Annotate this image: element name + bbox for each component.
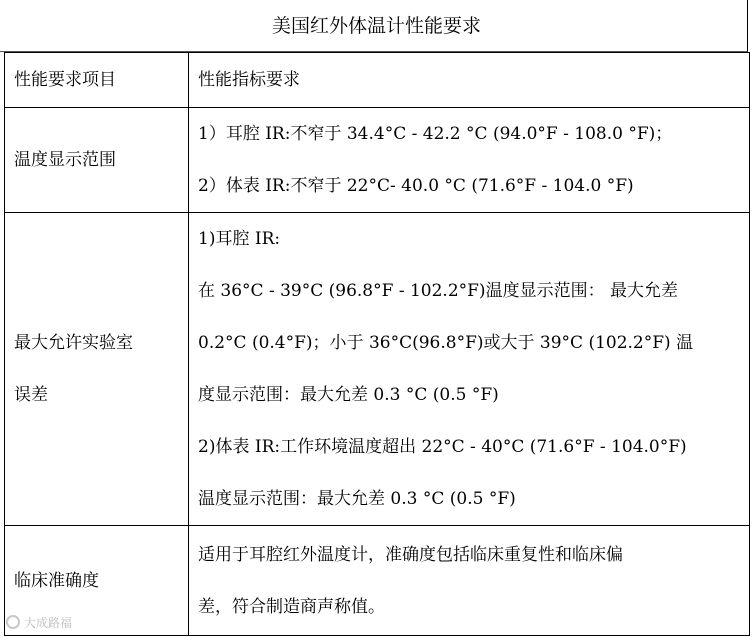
row-item-lab-error	[5, 213, 189, 526]
performance-requirements-table	[4, 52, 750, 636]
watermark	[6, 612, 72, 632]
lab-error-line: 0.2°C (0.4°F)；小于 36°C(96.8°F)或大于 39°C (102.2°F) 温	[198, 333, 694, 353]
row-item-display-range: 温度显示范围	[5, 108, 189, 213]
table-row-lab-error	[5, 213, 750, 526]
table-row-display-range	[5, 108, 750, 213]
lab-error-line: 度显示范围：最大允差 0.3 °C (0.5 °F)	[198, 385, 499, 405]
row-value-lab-error	[189, 213, 750, 526]
row-value-clinical-accuracy	[189, 526, 750, 636]
lab-error-line: 温度显示范围：最大允差 0.3 °C (0.5 °F)	[198, 489, 516, 509]
watermark-logo-icon	[6, 615, 20, 629]
lab-error-line: 2)体表 IR:工作环境温度超出 22°C - 40°C (71.6°F - 104.0°F)	[198, 437, 687, 457]
row-item-clinical-accuracy: 临床准确度	[5, 526, 189, 636]
lab-error-label-line: 误差	[14, 385, 48, 405]
clinical-accuracy-line: 适用于耳腔红外温度计，准确度包括临床重复性和临床偏	[198, 544, 623, 565]
lab-error-line: 在 36°C - 39°C (96.8°F - 102.2°F)温度显示范围： 最大允差	[198, 281, 678, 301]
table-title: 美国红外体温计性能要求	[271, 15, 481, 37]
lab-error-line: 1)耳腔 IR:	[198, 229, 281, 249]
clinical-accuracy-line: 差，符合制造商声称值。	[198, 596, 385, 617]
header-requirement: 性能指标要求	[189, 53, 750, 108]
header-item: 性能要求项目	[5, 53, 189, 108]
table-row-clinical-accuracy	[5, 526, 750, 636]
display-range-line: 2）体表 IR:不窄于 22°C- 40.0 °C (71.6°F - 104.0 °F)	[198, 176, 634, 196]
row-value-display-range	[189, 108, 750, 213]
display-range-line: 1）耳腔 IR:不窄于 34.4°C - 42.2 °C (94.0°F - 108.0 °F)；	[198, 124, 673, 144]
lab-error-label-line: 最大允许实验室	[14, 333, 133, 353]
table-header-row	[5, 53, 750, 108]
watermark-text: 大成路福	[24, 615, 73, 630]
